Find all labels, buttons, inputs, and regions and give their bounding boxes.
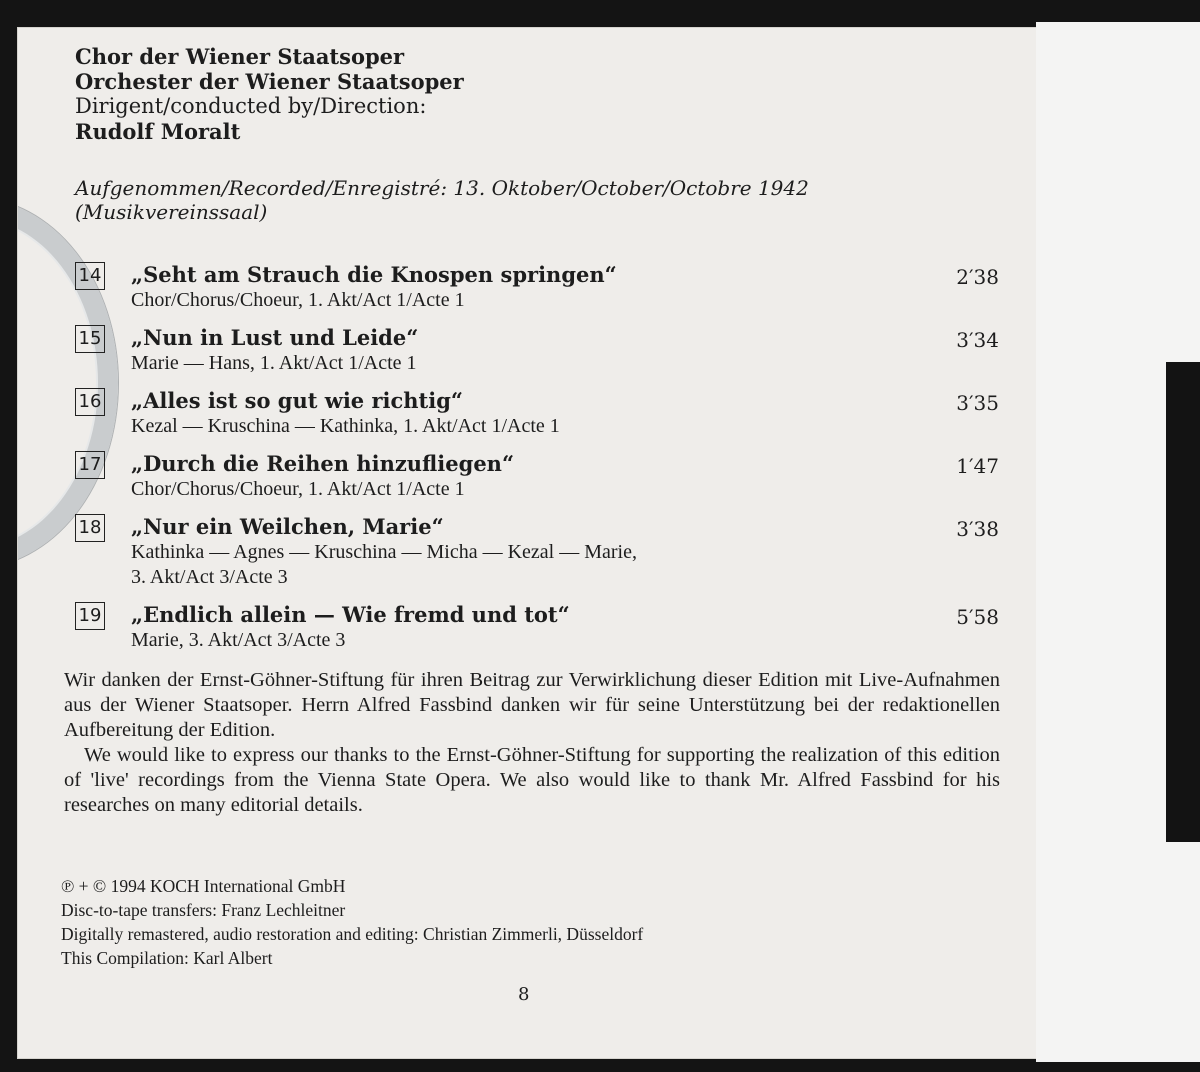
track-number: 15 [75,325,105,353]
track-detail: Kezal — Kruschina — Kathinka, 1. Akt/Act 1/Acte 1 [131,415,560,437]
track-title: „Durch die Reihen hinzufliegen“ [131,451,515,476]
track-detail: Kathinka — Agnes — Kruschina — Micha — Kezal — Marie, [131,541,637,563]
track-title: „Nur ein Weilchen, Marie“ [131,514,444,539]
track-duration: 3′34 [956,328,999,352]
production-credits [61,874,643,970]
conductor-name: Rudolf Moralt [75,119,241,144]
track-detail: Chor/Chorus/Choeur, 1. Akt/Act 1/Acte 1 [131,289,465,311]
track-item [75,602,999,653]
track-title: „Endlich allein — Wie fremd und tot“ [131,602,570,627]
acknowledgement-german: Wir danken der Ernst-Göhner-Stiftung für ihren Beitrag zur Verwirklichung dieser Edition mit Live-Aufnahmen aus der Wiener Staatsoper. Herrn Alfred Fassbind danken wir für seine Unterstützung bei der redaktionellen Aufbereitung der Edition. [64,669,1000,741]
track-duration: 3′35 [956,391,999,415]
track-title: „Seht am Strauch die Knospen springen“ [131,262,617,287]
compilation-credit: This Compilation: Karl Albert [61,948,273,968]
booklet-page [18,28,1036,1058]
track-item [75,514,999,590]
track-item [75,325,999,376]
performers-header [75,44,464,144]
track-item [75,388,999,439]
copyright-line: ℗ + © 1994 KOCH International GmbH [61,876,346,896]
acknowledgements [64,668,1000,818]
track-number: 14 [75,262,105,290]
track-item [75,262,999,313]
orchestra-name: Orchester der Wiener Staatsoper [75,69,464,94]
conductor-label: Dirigent/conducted by/Direction: [75,94,427,118]
remastering-credit: Digitally remastered, audio restoration and editing: Christian Zimmerli, Düsseldorf [61,924,644,944]
track-detail: Marie, 3. Akt/Act 3/Acte 3 [131,629,346,651]
track-number: 19 [75,602,105,630]
track-duration: 3′38 [956,517,999,541]
track-detail: Chor/Chorus/Choeur, 1. Akt/Act 1/Acte 1 [131,478,465,500]
recording-info [75,176,809,224]
recording-venue: (Musikvereinssaal) [75,200,268,224]
recording-date: Aufgenommen/Recorded/Enregistré: 13. Oktober/October/Octobre 1942 [75,176,809,200]
page-number: 8 [518,984,530,1005]
track-title: „Nun in Lust und Leide“ [131,325,419,350]
track-title: „Alles ist so gut wie richtig“ [131,388,464,413]
track-item [75,451,999,502]
adjacent-page-shadow [1166,362,1200,842]
choir-name: Chor der Wiener Staatsoper [75,44,405,69]
track-detail-continued: 3. Akt/Act 3/Acte 3 [131,566,288,588]
transfer-credit: Disc-to-tape transfers: Franz Lechleitner [61,900,346,920]
track-number: 18 [75,514,105,542]
track-detail: Marie — Hans, 1. Akt/Act 1/Acte 1 [131,352,417,374]
track-duration: 1′47 [956,454,999,478]
acknowledgement-english: We would like to express our thanks to the Ernst-Göhner-Stiftung for supporting the realization of this edition of 'live' recordings from the Vienna State Opera. We also would like to thank Mr. Alfred Fassbind for his researches on many editorial details. [64,744,1000,816]
track-number: 17 [75,451,105,479]
track-list [75,262,999,665]
track-duration: 2′38 [956,265,999,289]
track-duration: 5′58 [956,605,999,629]
track-number: 16 [75,388,105,416]
